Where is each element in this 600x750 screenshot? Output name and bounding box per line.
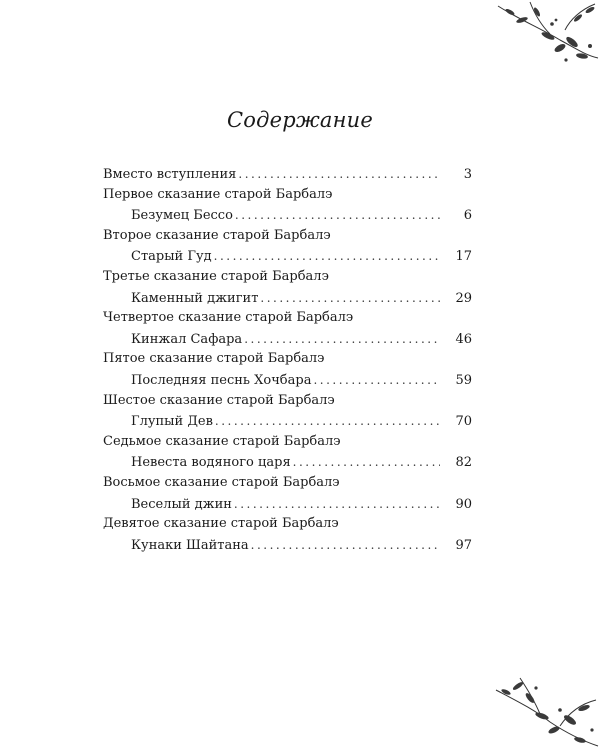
toc-leader-dots bbox=[244, 329, 440, 350]
floral-ornament-top bbox=[490, 0, 600, 80]
toc-section-heading bbox=[103, 514, 472, 535]
toc-entry bbox=[103, 329, 472, 350]
toc-entry-label: Последняя песнь Хочбара bbox=[131, 372, 312, 388]
toc-entry-label: Кунаки Шайтана bbox=[131, 537, 249, 553]
toc-entry bbox=[103, 370, 472, 391]
toc-section-heading bbox=[103, 308, 472, 329]
toc-entry-label: Третье сказание старой Барбалэ bbox=[103, 268, 329, 284]
toc-section-heading bbox=[103, 349, 472, 370]
toc-entry bbox=[103, 452, 472, 473]
toc-entry-label: Глупый Дев bbox=[131, 414, 213, 430]
toc-page-number: 82 bbox=[455, 455, 472, 471]
toc-entry bbox=[103, 411, 472, 432]
toc-leader-dots bbox=[238, 164, 440, 185]
toc-section-heading bbox=[103, 267, 472, 288]
table-of-contents bbox=[103, 164, 472, 555]
toc-entry-label: Седьмое сказание старой Барбалэ bbox=[103, 433, 341, 449]
toc-page-number: 29 bbox=[455, 290, 472, 306]
toc-entry-label: Восьмое сказание старой Барбалэ bbox=[103, 474, 340, 490]
toc-section-heading bbox=[103, 432, 472, 453]
toc-entry bbox=[103, 494, 472, 515]
toc-entry bbox=[103, 535, 472, 556]
toc-leader-dots bbox=[214, 246, 440, 267]
toc-entry-label: Пятое сказание старой Барбалэ bbox=[103, 351, 325, 367]
toc-leader-dots bbox=[251, 535, 440, 556]
toc-entry bbox=[103, 205, 472, 226]
toc-leader-dots bbox=[260, 288, 440, 309]
toc-page-number: 46 bbox=[455, 331, 472, 347]
toc-page-number: 6 bbox=[463, 208, 472, 224]
floral-ornament-bottom bbox=[490, 670, 600, 750]
toc-page-number: 3 bbox=[463, 167, 472, 182]
toc-entry-label: Старый Гуд bbox=[131, 249, 212, 265]
toc-leader-dots bbox=[293, 452, 440, 473]
toc-section-heading bbox=[103, 226, 472, 247]
toc-entry-label: Вместо вступления bbox=[103, 167, 237, 182]
toc-entry bbox=[103, 246, 472, 267]
toc-entry-label: Шестое сказание старой Барбалэ bbox=[103, 392, 335, 408]
toc-page-number: 59 bbox=[455, 372, 472, 388]
toc-section-heading bbox=[103, 164, 472, 185]
toc-leader-dots bbox=[235, 205, 440, 226]
toc-entry-label: Четвертое сказание старой Барбалэ bbox=[103, 310, 354, 326]
toc-entry-label: Безумец Бессо bbox=[131, 208, 233, 224]
toc-entry-label: Веселый джин bbox=[131, 496, 232, 512]
toc-entry bbox=[103, 288, 472, 309]
toc-entry-label: Девятое сказание старой Барбалэ bbox=[103, 516, 339, 532]
toc-entry-label: Каменный джигит bbox=[131, 290, 259, 306]
toc-section-heading bbox=[103, 473, 472, 494]
toc-entry-label: Кинжал Сафара bbox=[131, 331, 243, 347]
toc-section-heading bbox=[103, 391, 472, 412]
page-title: Содержание bbox=[226, 108, 374, 132]
toc-page-number: 97 bbox=[455, 537, 472, 553]
toc-page-number: 17 bbox=[455, 249, 472, 265]
toc-page-number: 70 bbox=[455, 414, 472, 430]
toc-page-number: 90 bbox=[455, 496, 472, 512]
toc-entry-label: Второе сказание старой Барбалэ bbox=[103, 227, 331, 243]
toc-section-heading bbox=[103, 185, 472, 206]
toc-entry-label: Первое сказание старой Барбалэ bbox=[103, 186, 333, 202]
toc-leader-dots bbox=[234, 494, 440, 515]
toc-leader-dots bbox=[313, 370, 440, 391]
toc-leader-dots bbox=[215, 411, 440, 432]
toc-entry-label: Невеста водяного царя bbox=[131, 455, 291, 471]
